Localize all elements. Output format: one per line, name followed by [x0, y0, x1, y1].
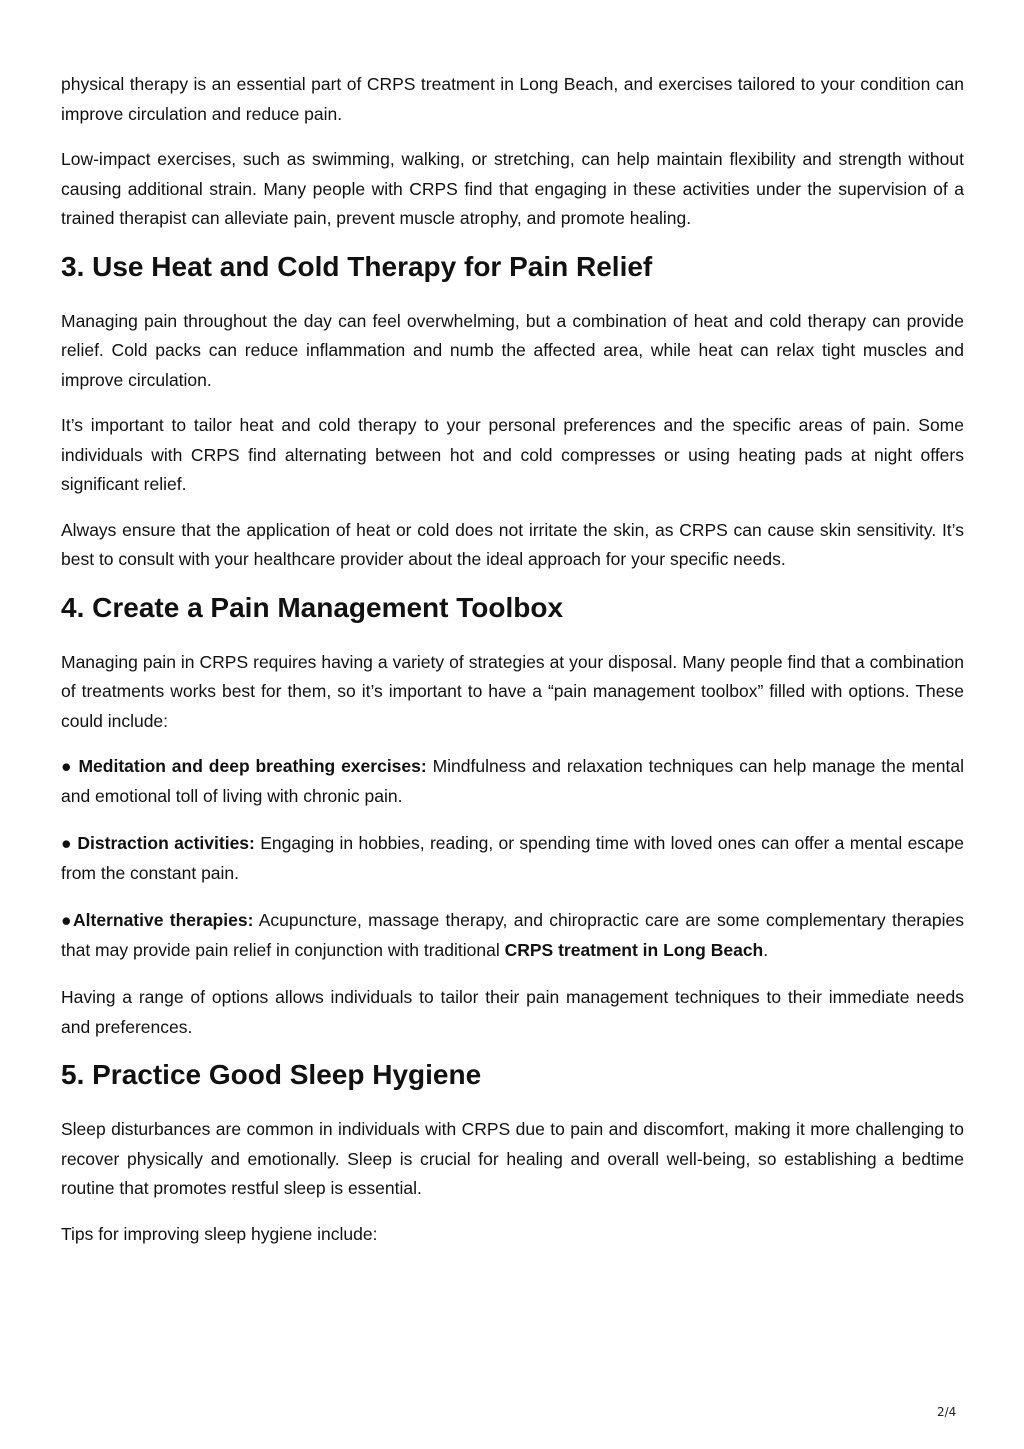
section-3-paragraph-1: Managing pain throughout the day can feel overwhelming, but a combination of heat and cold therapy can provide relief. Cold packs can reduce inflammation and numb the affected area, while heat can relax tight muscles and improve circulation. — [61, 310, 964, 390]
section-3-heading: 3. Use Heat and Cold Therapy for Pain Relief — [61, 250, 653, 282]
bullet-text: Engaging in hobbies, reading, or spending time with loved ones can offer a mental escape from the constant pain. — [61, 833, 965, 883]
bullet-marker: ● — [61, 833, 73, 853]
section-4-paragraph-2: Having a range of options allows individuals to tailor their pain management techniques to their immediate needs and preferences. — [61, 987, 964, 1037]
section-3-paragraph-3: Always ensure that the application of heat or cold does not irritate the skin, as CRPS can cause skin sensitivity. It’s best to consult with your healthcare provider about the ideal approach for your specific needs. — [61, 519, 964, 569]
section-5-paragraph-2: Tips for improving sleep hygiene include: — [61, 1223, 378, 1244]
page-number: 2/4 — [937, 1405, 957, 1419]
bullet-distraction — [61, 829, 964, 888]
bullet-marker: ● — [61, 756, 73, 776]
intro-paragraph-2: Low-impact exercises, such as swimming, walking, or stretching, can help maintain flexibility and strength without causing additional strain. Many people with CRPS find that engaging in these activities under the supervision of a trained therapist can alleviate pain, prevent muscle atrophy, and promote healing. — [61, 149, 964, 228]
bullet-text: Mindfulness and relaxation techniques can help manage the mental and emotional toll of living with chronic pain. — [61, 756, 964, 806]
bullet-marker: ● — [61, 910, 74, 930]
bullet-title: Alternative therapies: — [73, 910, 254, 930]
bullet-end-punctuation: . — [763, 939, 769, 960]
section-5-heading: 5. Practice Good Sleep Hygiene — [61, 1059, 482, 1090]
intro-paragraph-1: physical therapy is an essential part of CRPS treatment in Long Beach, and exercises tailored to your condition can improve circulation and reduce pain. — [61, 74, 964, 124]
bullet-title: Meditation and deep breathing exercises: — [78, 756, 427, 776]
section-4-heading: 4. Create a Pain Management Toolbox — [61, 591, 564, 623]
bullet-alternative-therapies — [61, 906, 964, 965]
section-4-paragraph-1: Managing pain in CRPS requires having a variety of strategies at your disposal. Many people find that a combination of treatments works best for them, so it’s important to have a “pain management toolbox” filled with options. These could include: — [61, 651, 964, 731]
bullet-title: Distraction activities: — [77, 833, 255, 853]
document-page — [61, 70, 964, 1265]
bullet-meditation — [61, 752, 964, 811]
crps-treatment-link[interactable]: CRPS treatment in Long Beach — [504, 939, 764, 960]
bullet-text: Acupuncture, massage therapy, and chiropractic care are some complementary therapies that may provide pain relief in conjunction with traditional — [61, 910, 964, 960]
section-5-paragraph-1: Sleep disturbances are common in individuals with CRPS due to pain and discomfort, making it more challenging to recover physically and emotionally. Sleep is crucial for healing and overall well-being, so establishing a bedtime routine that promotes restful sleep is essential. — [61, 1119, 964, 1198]
section-3-paragraph-2: It’s important to tailor heat and cold therapy to your personal preferences and the specific areas of pain. Some individuals with CRPS find alternating between hot and cold compresses or using heating pads at night offers significant relief. — [61, 415, 964, 494]
